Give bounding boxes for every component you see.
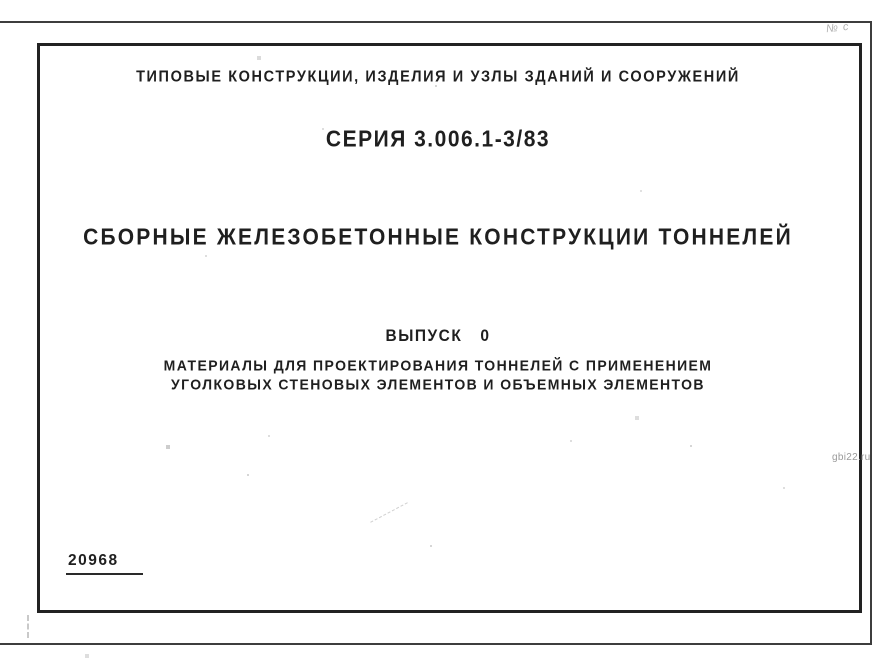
site-watermark: gbi22.ru (832, 452, 871, 463)
issue-number: 0 (480, 327, 491, 346)
document-inventory-number: 20968 (66, 552, 143, 575)
fold-mark (27, 615, 29, 638)
subtitle-line-2: УГОЛКОВЫХ СТЕНОВЫХ ЭЛЕМЕНТОВ И ОБЪЕМНЫХ ЭЛЕМЕНТОВ (171, 375, 705, 393)
series-number-heading: СЕРИЯ 3.006.1-3/83 (325, 126, 551, 153)
subtitle-line-1: МАТЕРИАЛЫ ДЛЯ ПРОЕКТИРОВАНИЯ ТОННЕЛЕЙ С ПРИМЕНЕНИЕМ (163, 356, 713, 374)
issue-label: ВЫПУСК (385, 327, 463, 346)
pencil-scribble: № с (825, 20, 851, 36)
issue-heading (0, 328, 876, 347)
document-main-title: СБОРНЫЕ ЖЕЛЕЗОБЕТОННЫЕ КОНСТРУКЦИИ ТОННЕЛЕЙ (83, 224, 793, 251)
document-category-heading: ТИПОВЫЕ КОНСТРУКЦИИ, ИЗДЕЛИЯ И УЗЛЫ ЗДАНИЙ И СООРУЖЕНИЙ (136, 68, 740, 86)
scan-specks (0, 0, 2, 2)
